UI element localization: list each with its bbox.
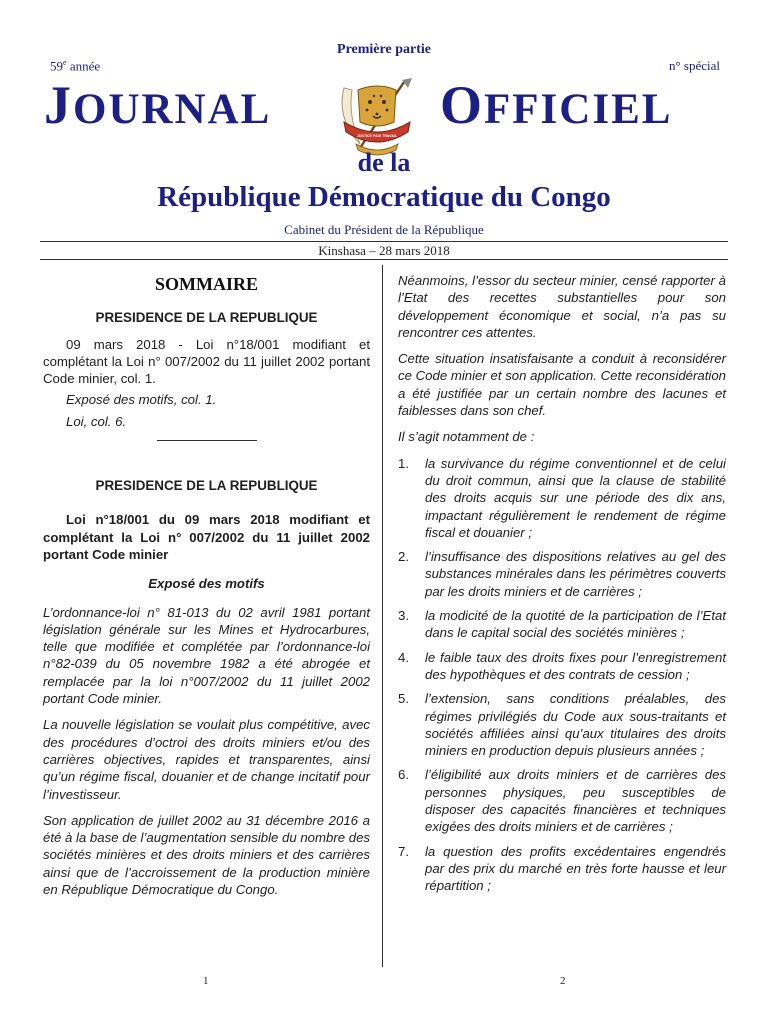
list-number: 3. bbox=[398, 608, 409, 624]
list-text: la question des profits excédentaires engendrés par des prix du marché en très forte hausse et leur répartition ; bbox=[425, 843, 726, 894]
leopard-head bbox=[358, 86, 396, 126]
section-heading-presidence: PRESIDENCE DE LA REPUBLIQUE bbox=[95, 310, 318, 326]
title-officiel-rest: FFICIEL bbox=[484, 86, 673, 133]
cabinet-label: Cabinet du Président de la République bbox=[284, 222, 484, 237]
list-number: 5. bbox=[398, 691, 409, 707]
special-issue-label: n° spécial bbox=[668, 58, 720, 73]
sommaire-entry: 09 mars 2018 - Loi n°18/001 modifiant et complétant la Loi n° 007/2002 du 11 juillet 2002 portant Code minier, col. 1. bbox=[43, 336, 370, 387]
year-number: 59 bbox=[50, 58, 63, 74]
title-journal-initial: J bbox=[44, 75, 73, 135]
list-number: 1. bbox=[398, 455, 409, 471]
paragraph: Néanmoins, l’essor du secteur minier, censé rapporter à l’Etat des recettes substantielles pour son développement économique et social, n’a pas su rencontrer ces attentes. bbox=[398, 273, 726, 340]
header-rule-top bbox=[40, 241, 728, 242]
year-label bbox=[50, 58, 100, 74]
part-label: Première partie bbox=[337, 42, 431, 57]
list-text: la modicité de la quotité de la participation de l’Etat dans le capital social des sociétés minières ; bbox=[425, 608, 726, 641]
title-officiel-initial: O bbox=[440, 75, 485, 135]
title-officiel bbox=[440, 75, 673, 135]
list-number: 6. bbox=[398, 767, 409, 783]
list-item bbox=[398, 690, 726, 759]
title-journal bbox=[44, 75, 272, 135]
list-number: 2. bbox=[398, 549, 409, 565]
list-text: la survivance du régime conventionnel et de celui du droit commun, ainsi que la clause de stabilité des droits acquis sur une période des dix ans, impactant régulièrement le rendement de régime fiscal et douanier ; bbox=[425, 455, 726, 540]
list-item bbox=[398, 766, 726, 835]
year-suffix: e bbox=[63, 58, 67, 67]
year-word: année bbox=[66, 58, 101, 74]
list-text: l’éligibilité aux droits miniers et de carrières des personnes physiques, peu susceptibles de disposer des capacités financières et techniques exigées des droits miniers et de carrières ; bbox=[425, 767, 726, 835]
list-item bbox=[398, 607, 726, 642]
paragraph: La nouvelle législation se voulait plus compétitive, avec des procédures d’octroi des droits miniers et/ou des carrières objectives, rapides et transparentes, ainsi qu’un régime fiscal, douanier et de change incitatif pour l’investisseur. bbox=[43, 717, 370, 802]
paragraph: L’ordonnance-loi n° 81-013 du 02 avril 1981 portant législation générale sur les Mines et Hydrocarbures, telle que modifiée et complétée par l’ordonnance-loi n°82-039 du 05 novembre 1982 a été abrogée et remplacée par la loi n°007/2002 du 11 juillet 2002 portant Code minier. bbox=[43, 604, 370, 707]
dateline: Kinshasa – 28 mars 2018 bbox=[318, 243, 450, 258]
list-item bbox=[398, 649, 726, 684]
list-number: 7. bbox=[398, 843, 409, 859]
coat-of-arms-emblem bbox=[334, 78, 420, 158]
sommaire-sub-entry-loi: Loi, col. 6. bbox=[66, 413, 127, 429]
header-rule-bottom bbox=[40, 259, 728, 260]
page-number-left: 1 bbox=[203, 975, 209, 987]
expose-des-motifs-heading: Exposé des motifs bbox=[148, 576, 265, 592]
paragraph: Cette situation insatisfaisante a conduit à reconsidérer ce Code minier et son application. Cette reconsidération a été justifiée par un certain nombre des lacunes et faiblesses dans son chef. bbox=[398, 351, 726, 419]
law-title: Loi n°18/001 du 09 mars 2018 modifiant et complétant la Loi n° 007/2002 du 11 juillet 2002 portant Code minier bbox=[43, 512, 370, 562]
sommaire-sub-entry-motifs: Exposé des motifs, col. 1. bbox=[66, 392, 217, 408]
page-number-right: 2 bbox=[560, 975, 566, 987]
list-number: 4. bbox=[398, 649, 409, 665]
title-journal-rest: OURNAL bbox=[73, 86, 272, 133]
left-column bbox=[43, 272, 370, 907]
list-item bbox=[398, 455, 726, 541]
right-column bbox=[398, 272, 726, 902]
list-item bbox=[398, 548, 726, 600]
sommaire-heading: SOMMAIRE bbox=[155, 274, 258, 294]
paragraph: Son application de juillet 2002 au 31 décembre 2016 a été à la base de l’augmentation sensible du nombre des sociétés minières et des droits miniers et des carrières ainsi que de l’accroissement de la production minière en République Démocratique du Congo. bbox=[43, 812, 370, 898]
column-divider bbox=[382, 265, 383, 967]
paragraph: Il s’agit notamment de : bbox=[398, 429, 535, 445]
subtitle-country: République Démocratique du Congo bbox=[157, 181, 611, 213]
list-text: l’extension, sans conditions préalables, des régimes privilégiés du Code aux sous-traitants et sociétés affiliées ainsi qu’aux titulaires des droits miniers en production depuis plusieurs années ; bbox=[425, 691, 726, 759]
list-item bbox=[398, 843, 726, 895]
subtitle-de-la: de la bbox=[357, 148, 411, 177]
list-text: l’insuffisance des dispositions relatives au gel des substances minérales dans les périmètres couverts par les droits miniers et de carrières ; bbox=[425, 549, 726, 599]
list-text: le faible taux des droits fixes pour l’enregistrement des hypothèques et des contrats de cession ; bbox=[425, 649, 726, 682]
section-heading-presidence-2: PRESIDENCE DE LA REPUBLIQUE bbox=[95, 478, 318, 494]
emblem-motto: JUSTICE PAIX TRAVAIL bbox=[356, 134, 398, 138]
